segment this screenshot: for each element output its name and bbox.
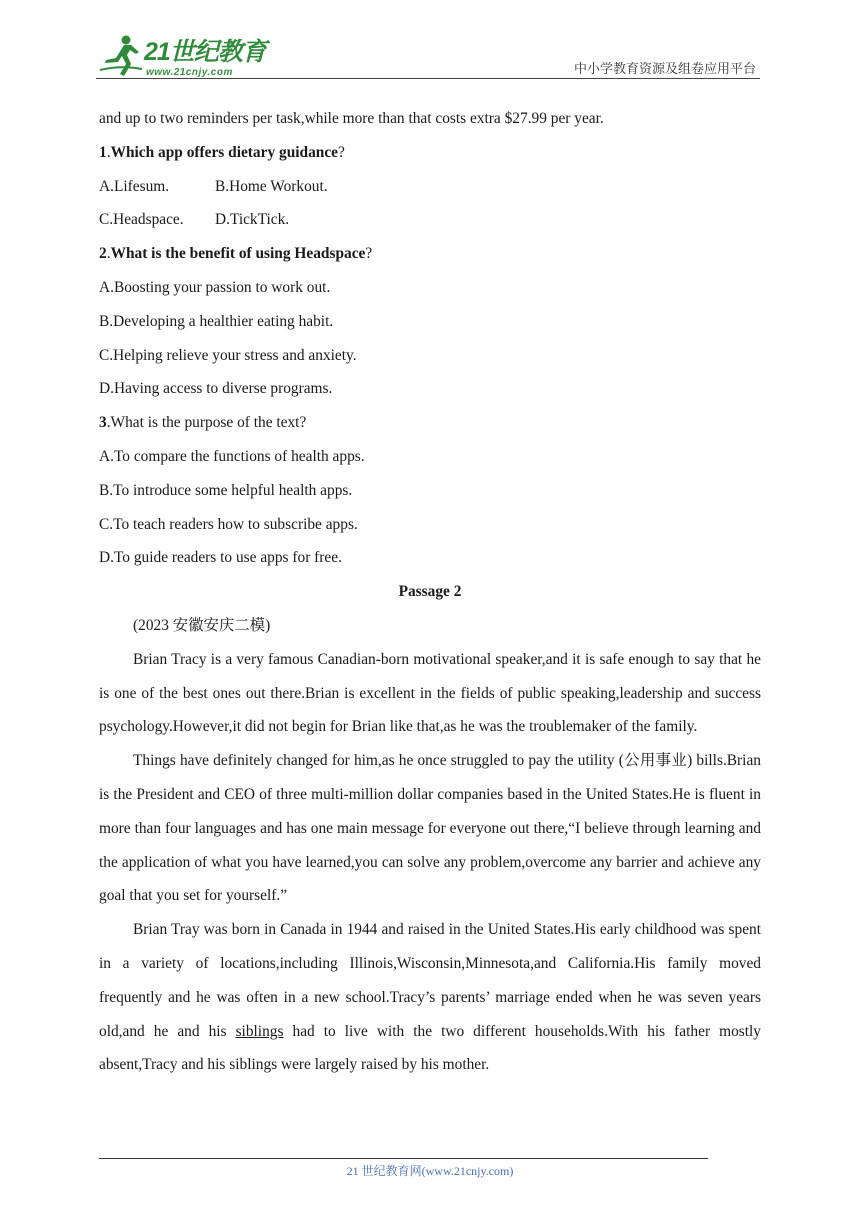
question-1-mark: ?	[338, 143, 345, 161]
q3-option-c: C.To teach readers how to subscribe apps.	[99, 515, 358, 533]
q1-option-b: B.Home Workout.	[215, 177, 328, 195]
q2-option-b: B.Developing a healthier eating habit.	[99, 312, 334, 330]
q1-option-d: D.TickTick.	[215, 211, 290, 229]
intro-line: and up to two reminders per task,while more than that costs extra $27.99 per year.	[99, 110, 604, 127]
q3-option-b: B.To introduce some helpful health apps.	[99, 481, 353, 499]
paragraph-3-part-1: Brian Tray was born in Canada in 1944 and raised in the United States.His early childhood was spent in a variety of locations,including Illinois,Wisconsin,Minnesota,and California.His family moved frequently and he was often in a new school.Tracy’s parents’ marriage ended when he was seven years old,and he and his	[99, 921, 761, 1040]
passage-source: (2023 安徽安庆二模)	[133, 616, 271, 634]
q2-option-c: C.Helping relieve your stress and anxiety.	[99, 346, 357, 364]
site-logo	[96, 34, 266, 78]
question-1-text: Which app offers dietary guidance	[110, 143, 339, 161]
q2-option-a: A.Boosting your passion to work out.	[99, 278, 331, 296]
q1-option-a: A.Lifesum.	[99, 177, 170, 195]
question-1: 1.Which app offers dietary guidance?	[99, 143, 345, 161]
header-platform-text: 中小学教育资源及组卷应用平台	[573, 61, 756, 76]
q2-option-d: D.Having access to diverse programs.	[99, 380, 333, 398]
passage-title: Passage 2	[398, 583, 462, 601]
q3-option-a: A.To compare the functions of health apps.	[99, 447, 365, 465]
passage-paragraph-1: Brian Tracy is a very famous Canadian-born motivational speaker,and it is safe enough to say that he is one of the best ones out there.Brian is excellent in the fields of public speaking,leadership and success psychology.However,it did not begin for Brian like that,as he was the troublemaker of the family.	[99, 650, 761, 736]
question-2: 2.What is the benefit of using Headspace?	[99, 245, 373, 263]
q1-option-c: C.Headspace.	[99, 211, 184, 229]
paragraph-3-part-2: had to live with the two different households.With his father mostly absent,Tracy and his siblings were largely raised by his mother.	[99, 1022, 761, 1074]
question-2-mark: ?	[365, 245, 373, 263]
question-2-text: What is the benefit of using Headspace	[110, 245, 366, 263]
footer-text: 21 世纪教育网(www.21cnjy.com)	[346, 1164, 514, 1178]
footer-divider	[99, 1158, 708, 1159]
question-3-number: 3	[99, 414, 107, 432]
question-3-text: .What is the purpose of the text?	[106, 414, 307, 432]
question-1-options-row-2	[99, 203, 761, 237]
logo-url-text: www.21cnjy.com	[146, 67, 233, 78]
question-2-number: 2	[99, 245, 107, 263]
passage-paragraph-2: Things have definitely changed for him,as he once struggled to pay the utility (公用事业) bills.Brian is the President and CEO of three multi-million dollar companies based in the United States.He is fluent in more than four languages and has one main message for everyone out there,“I believe through learning and the application of what you have learned,you can solve any problem,overcome any barrier and achieve any goal that you set for yourself.”	[99, 752, 761, 905]
header-divider	[96, 78, 760, 79]
page-header	[96, 30, 760, 80]
document-body	[99, 102, 761, 1082]
underlined-word-siblings: siblings	[235, 1022, 284, 1040]
logo-main-text: 21世纪教育	[144, 38, 266, 66]
passage-paragraph-3	[99, 913, 761, 1082]
question-3	[99, 406, 761, 440]
q3-option-d: D.To guide readers to use apps for free.	[99, 549, 342, 567]
runner-logo-icon	[96, 34, 146, 78]
question-1-options-row-1	[99, 170, 761, 204]
question-1-number: 1	[99, 143, 107, 161]
